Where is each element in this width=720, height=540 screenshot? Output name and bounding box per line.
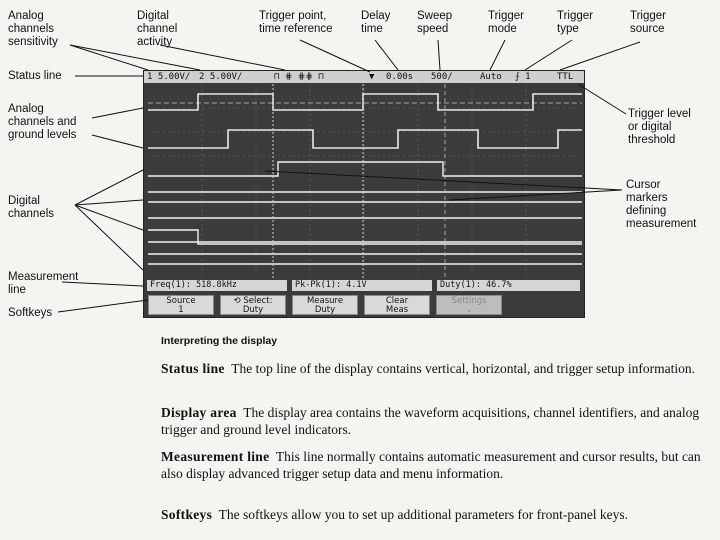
duty-measurement: Duty(1): 46.7%: [437, 280, 580, 291]
label-trigger-mode: Trigger mode: [488, 10, 524, 35]
ch1-sensitivity: 1 5.00V/: [147, 72, 191, 82]
softkey-measure[interactable]: Measure Duty: [292, 295, 358, 315]
term-measurement-line: Measurement line: [161, 449, 270, 464]
trigger-source-value: TTL: [557, 72, 574, 82]
label-trigger-point: Trigger point, time reference: [259, 10, 333, 35]
label-trigger-source: Trigger source: [630, 10, 666, 35]
label-analog-ground: Analog channels and ground levels: [8, 103, 77, 141]
body-status-line: The top line of the display contains vertical, horizontal, and trigger setup information.: [231, 361, 695, 376]
softkey-clear-meas[interactable]: Clear Meas: [364, 295, 430, 315]
trigger-point-marker: ▼: [369, 72, 375, 82]
label-analog-sensitivity: Analog channels sensitivity: [8, 10, 58, 48]
label-cursor-markers: Cursor markers defining measurement: [626, 179, 697, 230]
paragraph-status-line: [161, 361, 716, 378]
body-display-area: The display area contains the waveform acquisitions, channel identifiers, and analog trigger and ground level indicators.: [161, 405, 700, 437]
term-status-line: Status line: [161, 361, 225, 376]
digital-activity-indicator: ⊓ ⋕ ⋕⋕ ⊓: [274, 72, 324, 82]
softkey-settings[interactable]: Settings ⌄: [436, 295, 502, 315]
body-softkeys: The softkeys allow you to set up additional parameters for front-panel keys.: [218, 507, 629, 522]
label-trigger-level: Trigger level or digital threshold: [628, 108, 691, 146]
label-digital-channels: Digital channels: [8, 195, 55, 220]
caption: Interpreting the display: [161, 335, 278, 347]
label-digital-activity: Digital channel activity: [137, 10, 178, 48]
label-sweep-speed: Sweep speed: [417, 10, 453, 35]
label-status-line: Status line: [8, 70, 62, 82]
delay-time-value: 0.00s: [386, 72, 414, 82]
label-measurement-line: Measurement line: [8, 271, 79, 296]
label-softkeys: Softkeys: [8, 307, 53, 319]
term-softkeys: Softkeys: [161, 507, 213, 522]
softkey-select[interactable]: ⟲ Select: Duty: [220, 295, 286, 315]
pkpk-measurement: Pk-Pk(1): 4.1V: [292, 280, 432, 291]
freq-measurement: Freq(1): 518.8kHz: [147, 280, 287, 291]
label-delay-time: Delay time: [361, 10, 391, 35]
paragraph-display-area: [161, 405, 716, 438]
label-trigger-type: Trigger type: [557, 10, 593, 35]
trigger-type-value: ⨍ 1: [515, 72, 531, 82]
body-measurement-line: This line normally contains automatic measurement and cursor results, but can also display advanced trigger setup data and menu information.: [161, 449, 701, 481]
paragraph-softkeys: [161, 507, 716, 524]
paragraph-measurement-line: [161, 449, 716, 482]
ch2-sensitivity: 2 5.00V/: [199, 72, 243, 82]
trigger-mode-value: Auto: [480, 72, 502, 82]
term-display-area: Display area: [161, 405, 237, 420]
sweep-speed-value: 500/: [431, 72, 453, 82]
softkey-source[interactable]: Source 1: [148, 295, 214, 315]
